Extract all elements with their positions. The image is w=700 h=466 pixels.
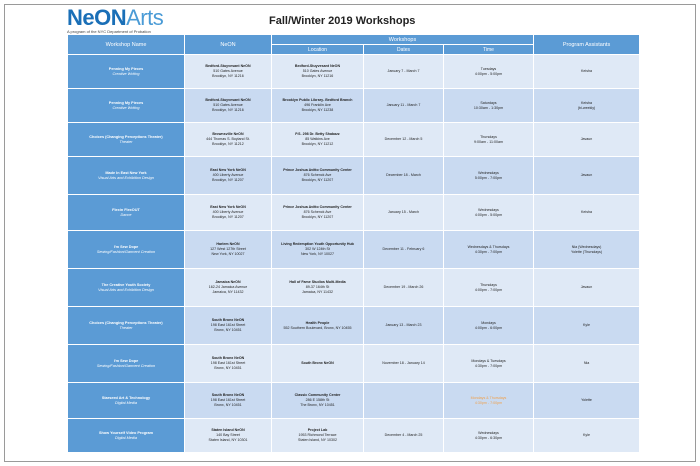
location-address-1: 496 Franklin Ave [304,103,331,107]
neon-name: Bedford-Stuyvesant NeON [205,98,251,102]
neon-name: East New York NeON [210,205,246,209]
neon-address-1: 510 Gates Avenue [213,69,243,73]
header-dates: Dates [364,45,444,55]
workshop-name-cell [68,419,185,453]
location-address-1: 876 Schenck Ave [303,210,332,214]
location-address-2: Brooklyn, NY 11212 [301,142,334,146]
location-name: Health People [305,320,330,325]
table-row [68,157,640,195]
workshop-name: Flexin FlexOUT [112,207,140,212]
neon-cell [185,307,272,345]
assistants-cell [534,269,640,307]
neon-name: Harlem NeON [216,242,240,246]
time-days: Wednesdays & Thursdays [467,244,510,249]
dates-cell: December 12 - March 5 [364,123,444,157]
table-row [68,419,640,453]
time-days: Saturdays [480,100,497,105]
workshop-name: I'm Sew Dope [113,358,139,363]
location-name: South Bronx NeON [301,361,334,365]
neon-cell [185,419,272,453]
document-frame [4,4,696,462]
assistant-1: Kyle [583,323,591,327]
dates-cell: January 11 - March 7 [364,89,444,123]
workshop-name-cell [68,195,185,231]
table-row [68,89,640,123]
time-days: Mondays [481,320,496,325]
workshop-category: Sewing/Fashion/Garment Creation [96,363,156,368]
location-name: Prince Joshua Avitto Community Center [283,205,352,209]
location-address-2: Brooklyn, NY 11207 [301,178,334,182]
location-address-2: Brooklyn, NY 11238 [301,108,334,112]
location-address-1: 552 Southern Boulevard, Bronx, NY 10455 [283,325,352,330]
table-row [68,269,640,307]
workshop-name-cell [68,123,185,157]
workshop-name-cell [68,269,185,307]
workshop-category: Sewing/Fashion/Garment Creation [96,249,156,254]
neon-address-2: Brooklyn, NY 11207 [212,178,244,182]
location-address-2: Brooklyn, NY 11207 [301,215,334,219]
neon-cell [185,123,272,157]
assistants-cell [534,231,640,269]
location-cell [272,383,364,419]
assistants-cell [534,89,640,123]
workshop-category: Digital Media [115,435,137,440]
time-cell [444,419,534,453]
location-address-1: 89-37 164th St [305,285,330,289]
workshop-category: Theater [119,325,133,330]
dates-cell: December 19 - March 26 [364,269,444,307]
assistants-cell [534,419,640,453]
location-address-1: 1953 Richmond Terrace [298,433,337,437]
workshop-name-cell [68,307,185,345]
dates-cell: January 15 - March [364,195,444,231]
workshop-name-cell [68,345,185,383]
time-hours: 4:00pm - 7:00pm [474,287,503,292]
neon-cell [185,157,272,195]
neon-cell [185,195,272,231]
location-address-1: 85 Watkins Ave [305,137,330,141]
time-days: Wednesdays [478,430,499,435]
time-hours: 4:00pm - 6:00pm [474,325,503,330]
workshop-name-cell [68,55,185,89]
workshop-name: Penning My Pieces [108,66,144,71]
time-days: Tuesdays [480,66,497,71]
dates-cell: December 18 - March [364,157,444,195]
workshop-name-cell [68,231,185,269]
table-row [68,195,640,231]
location-cell [272,55,364,89]
table-row [68,231,640,269]
neon-address-1: 444 Thomas S. Boyland St. [206,137,250,141]
neon-address-1: 127 West 127th Street [210,247,246,251]
location-address-1: 286 E 158th St [305,398,330,402]
table-row [68,383,640,419]
time-cell [444,195,534,231]
time-cell [444,383,534,419]
location-name: Hall of Fame Studios Multi-Media [289,280,346,284]
header-time: Time [444,45,534,55]
neon-cell [185,89,272,123]
location-cell [272,307,364,345]
workshop-name: The Creative Youth Society [101,282,151,287]
assistants-cell [534,123,640,157]
time-hours: 4:30pm - 6:30pm [474,435,503,440]
neon-name: Staten Island NeON [211,428,245,432]
time-hours: 4:30pm - 7:00pm [474,249,503,254]
dates-cell: November 18 - January 14 [364,345,444,383]
location-name: Prince Joshua Avitto Community Center [283,168,352,172]
table-row [68,123,640,157]
neon-name: South Bronx NeON [211,356,245,360]
location-cell [272,89,364,123]
assistant-1: Keisha [581,100,593,105]
time-days: Mondays & Thursdays [470,395,507,400]
assistants-cell [534,345,640,383]
location-cell [272,195,364,231]
workshop-name: Choices (Changing Perceptions Theater) [89,320,163,325]
location-name: Brooklyn Public Library- Bedford Branch [282,98,353,102]
neon-cell [185,55,272,89]
neon-address-2: Bronx, NY 10451 [214,403,242,407]
neon-address-2: New York, NY 10027 [211,252,245,256]
assistants-cell [534,307,640,345]
dates-cell: January 13 - March 23 [364,307,444,345]
workshop-name: Starseed Art & Technology [101,395,151,400]
location-address-2: Brooklyn, NY 11216 [301,74,334,78]
neon-address-2: Brooklyn, NY 11207 [212,215,244,219]
time-hours: 5:00pm - 7:00pm [474,175,503,180]
assistant-2: Yolette (Thursdays) [571,249,603,254]
location-name: P.S. 298 Dr. Betty Shabazz [295,132,340,136]
time-cell [444,157,534,195]
time-cell [444,307,534,345]
workshop-name-cell [68,157,185,195]
logo-neon-text: NeON [67,5,127,30]
neon-name: South Bronx NeON [211,318,245,322]
neon-cell [185,269,272,307]
assistant-1: Javaun [580,137,593,141]
workshop-name: Made In East New York [105,170,147,175]
time-cell [444,345,534,383]
workshop-name: Show Yourself Video Program [98,430,153,435]
time-cell [444,55,534,89]
location-cell [272,157,364,195]
workshop-category: Digital Media [115,400,137,405]
workshop-category: Creative Writing [112,71,140,76]
neon-address-1: 162-24 Jamaica Avenue [208,285,248,289]
header-workshops: Workshops [272,35,534,45]
workshop-category: Theater [119,139,133,144]
neon-address-2: Brooklyn, NY 11216 [212,108,244,112]
location-address-2: The Bronx, NY 10451 [300,403,335,407]
workshop-name: Choices (Changing Perceptions Theater) [89,134,163,139]
header-location: Location [272,45,364,55]
time-cell [444,123,534,157]
location-cell [272,419,364,453]
dates-cell [364,383,444,419]
location-name: Classic Community Center [294,393,341,397]
time-days: Thursdays [480,282,497,287]
neon-cell [185,345,272,383]
dates-cell: December 4 - March 25 [364,419,444,453]
neon-name: Bedford-Stuyvesant NeON [205,64,251,68]
location-address-1: 302 W 124th St [305,247,330,251]
assistants-cell [534,195,640,231]
location-cell [272,269,364,307]
workshop-category: Creative Writing [112,105,140,110]
page-title: Fall/Winter 2019 Workshops [269,15,416,27]
assistant-1: Nia (Wednesdays) [571,244,602,249]
neon-address-1: 198 East 161st Street [210,361,246,365]
neon-address-2: Bronx, NY 10451 [214,328,242,332]
neon-cell [185,231,272,269]
table-row [68,345,640,383]
logo-tagline-1: A program of the NYC Department of Probation [67,29,151,34]
assistants-cell [534,55,640,89]
assistant-1: Nia [583,361,590,365]
dates-cell: January 7 - March 7 [364,55,444,89]
workshop-category: Visual Arts and Exhibition Design [98,175,154,180]
assistant-1: Yolette [581,398,592,402]
location-name: Project Lab [307,428,328,432]
workshop-category: Dance [120,212,132,217]
neon-address-1: 140 Bay Street [216,433,240,437]
dates-cell: December 11 - February 6 [364,231,444,269]
header-neon: NeON [185,35,272,55]
neon-address-1: 198 East 161st Street [210,323,246,327]
location-address-1: 510 Gates Avenue [302,69,333,73]
assistant-1: Keisha [581,210,593,214]
neon-name: Jamaica NeON [215,280,241,284]
time-days: Thursdays [480,134,497,139]
time-cell [444,231,534,269]
location-address-2: Jamaica, NY 11432 [301,290,334,294]
logo-wordmark [67,7,207,29]
location-name: Living Redemption Youth Opportunity Hub [281,242,354,246]
time-hours: 10:30am - 1:30pm [473,105,504,110]
neon-address-2: Bronx, NY 10451 [214,366,242,370]
neon-address-2: Brooklyn, NY 11212 [212,142,244,146]
time-hours: 4:30pm - 7:00pm [474,363,503,368]
time-hours: 4:00pm - 5:00pm [474,212,503,217]
neon-address-1: 510 Gates Avenue [213,103,243,107]
workshop-name: I'm Sew Dope [113,244,139,249]
assistants-cell [534,157,640,195]
table-row [68,307,640,345]
neon-address-1: 400 Liberty Avenue [212,210,244,214]
time-hours: 4:00pm - 5:00pm [474,71,503,76]
neon-name: Brownsville NeON [212,132,244,136]
time-days: Wednesdays [478,170,499,175]
time-hours: 4:30pm - 7:00pm [474,400,503,405]
logo-arts-text: Arts [126,5,164,30]
assistant-2: (bi-weekly) [577,105,596,110]
time-days: Wednesdays [478,207,499,212]
location-cell [272,345,364,383]
neon-address-1: 400 Liberty Avenue [212,173,244,177]
time-cell [444,269,534,307]
assistant-1: Kyle [583,433,591,437]
neon-name: South Bronx NeON [211,393,245,397]
neon-cell [185,383,272,419]
neon-name: East New York NeON [210,168,246,172]
workshop-name-cell [68,89,185,123]
workshop-name: Penning My Pieces [108,100,144,105]
time-hours: 9:00am - 11:00am [474,139,503,144]
location-address-2: Staten Island, NY 10302 [298,438,337,442]
location-address-2: New York, NY 10027 [300,252,335,256]
assistant-1: Javaun [580,173,593,177]
assistant-1: Javaun [580,285,593,289]
assistant-1: Keisha [581,69,593,73]
location-address-1: 876 Schenck Ave [303,173,332,177]
workshops-table [67,34,640,453]
workshop-name-cell [68,383,185,419]
assistants-cell [534,383,640,419]
time-cell [444,89,534,123]
location-cell [272,231,364,269]
header-workshop-name: Workshop Name [68,35,185,55]
table-row [68,55,640,89]
neon-address-2: Brooklyn, NY 11216 [212,74,244,78]
location-cell [272,123,364,157]
workshop-category: Visual Arts and Exhibition Design [98,287,154,292]
neon-address-2: Jamaica, NY 11432 [212,290,244,294]
header-program-assistants: Program Assistants [534,35,640,55]
neon-address-1: 198 East 161st Street [210,398,246,402]
time-days: Mondays & Tuesdays [471,358,506,363]
neon-address-2: Staten Island, NY 10301 [208,438,248,442]
location-name: Bedford-Stuyvesant NeON [294,64,341,68]
